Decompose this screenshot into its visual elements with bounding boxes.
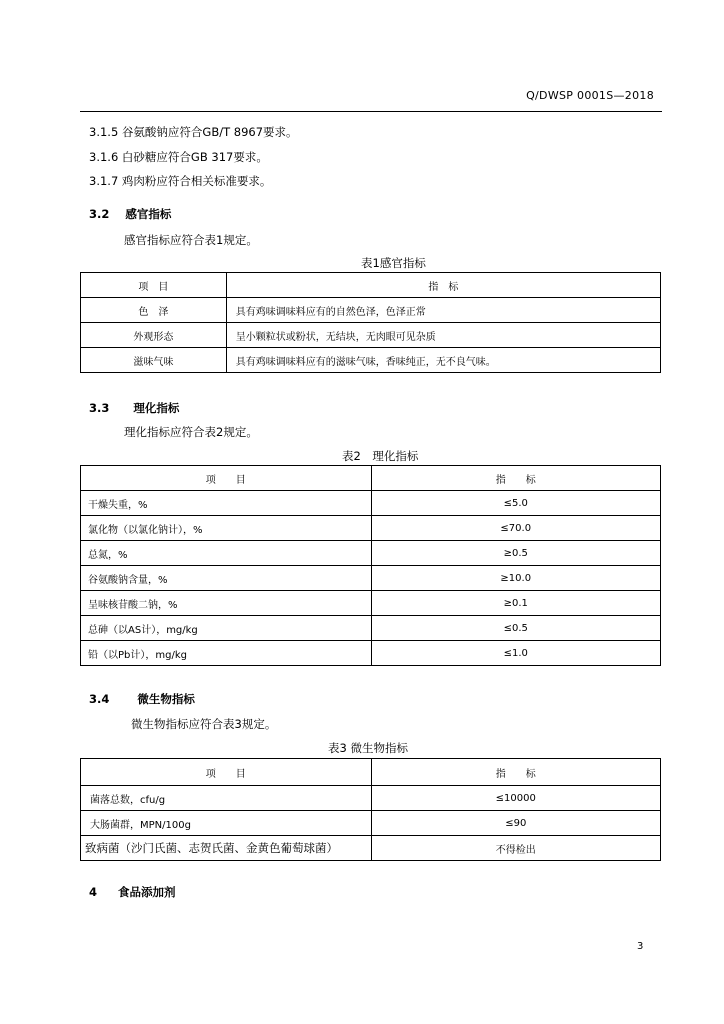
table-row xyxy=(81,836,661,861)
cell-item: 呈味核苷酸二钠，% xyxy=(81,591,372,616)
cell-item: 干燥失重，% xyxy=(81,491,372,516)
clause-text: 谷氨酸钠应符合GB/T 8967要求。 xyxy=(121,125,298,139)
table-2-caption: 表2 理化指标 xyxy=(342,449,419,463)
cell-item: 色 泽 xyxy=(81,298,227,323)
header-item: 项 目 xyxy=(81,466,372,491)
cell-value: ≤70.0 xyxy=(371,516,661,541)
cell-value: 呈小颗粒状或粉状，无结块，无肉眼可见杂质 xyxy=(226,323,660,348)
cell-value: ≤10000 xyxy=(371,786,660,811)
table-header-row xyxy=(81,759,661,786)
header-indicator: 指 标 xyxy=(226,273,660,298)
table-row xyxy=(81,566,661,591)
section-3-4-heading xyxy=(89,691,195,707)
section-number: 3.3 xyxy=(89,401,110,415)
cell-value: ≤5.0 xyxy=(371,491,661,516)
cell-value: 具有鸡味调味料应有的自然色泽，色泽正常 xyxy=(226,298,660,323)
table-row xyxy=(81,348,661,373)
header-item: 项 目 xyxy=(81,759,372,786)
table-2-physicochemical xyxy=(80,465,661,666)
cell-item: 致病菌（沙门氏菌、志贺氏菌、金黄色葡萄球菌） xyxy=(81,836,372,861)
table-row xyxy=(81,491,661,516)
section-3-3-heading xyxy=(89,400,179,416)
cell-item: 大肠菌群，MPN/100g xyxy=(81,811,372,836)
table-3-microbiological xyxy=(80,758,661,861)
cell-item: 外观形态 xyxy=(81,323,227,348)
cell-value: ≤90 xyxy=(371,811,660,836)
clause-text: 白砂糖应符合GB 317要求。 xyxy=(121,150,268,164)
clause-3-1-7 xyxy=(89,173,271,189)
table-row xyxy=(81,541,661,566)
clause-3-1-5 xyxy=(89,124,298,140)
cell-item: 总氮，% xyxy=(81,541,372,566)
table-row xyxy=(81,786,661,811)
cell-value: ≤0.5 xyxy=(371,616,661,641)
section-3-4-intro: 微生物指标应符合表3规定。 xyxy=(131,717,277,731)
cell-value: ≤1.0 xyxy=(371,641,661,666)
cell-value: ≥0.1 xyxy=(371,591,661,616)
header-indicator: 指 标 xyxy=(371,759,660,786)
header-indicator: 指 标 xyxy=(371,466,661,491)
table-3-caption: 表3 微生物指标 xyxy=(328,741,408,755)
clause-text: 鸡肉粉应符合相关标准要求。 xyxy=(121,174,272,188)
clause-number: 3.1.5 xyxy=(89,125,119,139)
table-1-sensory xyxy=(80,272,661,373)
clause-number: 3.1.6 xyxy=(89,150,119,164)
header-item: 项 目 xyxy=(81,273,227,298)
section-3-2-heading xyxy=(89,206,171,222)
table-row xyxy=(81,616,661,641)
cell-value: ≥0.5 xyxy=(371,541,661,566)
section-title: 食品添加剂 xyxy=(118,885,176,899)
section-title: 微生物指标 xyxy=(137,692,195,706)
cell-value: ≥10.0 xyxy=(371,566,661,591)
table-row xyxy=(81,811,661,836)
table-row xyxy=(81,641,661,666)
table-1-caption: 表1感官指标 xyxy=(361,256,426,270)
cell-item: 铅（以Pb计），mg/kg xyxy=(81,641,372,666)
page-number: 3 xyxy=(637,941,644,952)
section-number: 3.2 xyxy=(89,207,110,221)
section-title: 理化指标 xyxy=(133,401,180,415)
table-row xyxy=(81,298,661,323)
document-code: Q/DWSP 0001S—2018 xyxy=(526,89,654,102)
header-rule xyxy=(80,111,662,112)
section-number: 3.4 xyxy=(89,692,110,706)
cell-item: 菌落总数，cfu/g xyxy=(81,786,372,811)
table-header-row xyxy=(81,273,661,298)
clause-3-1-6 xyxy=(89,149,268,165)
section-number: 4 xyxy=(89,885,98,899)
cell-value: 不得检出 xyxy=(371,836,660,861)
table-row xyxy=(81,323,661,348)
section-3-3-intro: 理化指标应符合表2规定。 xyxy=(124,425,258,439)
cell-item: 氯化物（以氯化钠计），% xyxy=(81,516,372,541)
cell-item: 滋味气味 xyxy=(81,348,227,373)
cell-value: 具有鸡味调味料应有的滋味气味，香味纯正，无不良气味。 xyxy=(226,348,660,373)
cell-item: 谷氨酸钠含量，% xyxy=(81,566,372,591)
section-4-heading xyxy=(89,884,176,900)
section-title: 感官指标 xyxy=(125,207,172,221)
table-row xyxy=(81,516,661,541)
section-3-2-intro: 感官指标应符合表1规定。 xyxy=(124,233,258,247)
table-row xyxy=(81,591,661,616)
cell-item: 总砷（以AS计），mg/kg xyxy=(81,616,372,641)
table-header-row xyxy=(81,466,661,491)
clause-number: 3.1.7 xyxy=(89,174,119,188)
